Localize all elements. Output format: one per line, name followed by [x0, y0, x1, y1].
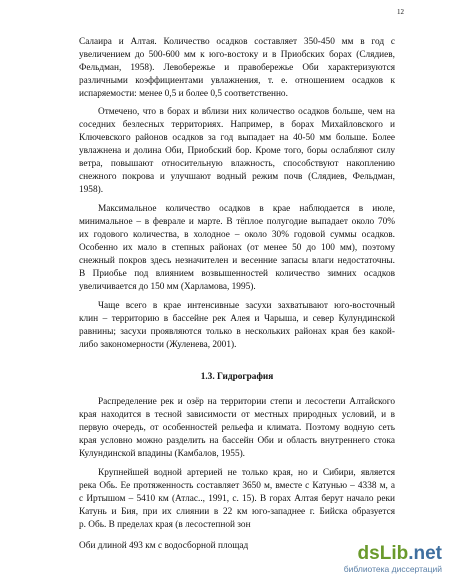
text-line: Ключевского районов осадков за год выпадает на 40-50 мм больше. Более [79, 133, 395, 143]
text-line: Особенно их мало в степных районах (от менее 50 до 100 мм), поэтому [79, 243, 395, 253]
text-line: снежный покров здесь незначителен и весенние запасы влаги недостаточны. [79, 256, 395, 266]
text-line: Катунь и Бия, при их слиянии в 22 км юго-западнее г. Бийска образуется [79, 507, 395, 517]
text-line: первую очередь, от особенностей рельефа и климата. Поэтому водную сеть [79, 423, 395, 433]
text-line: 1958). [79, 185, 104, 195]
text-line: края условно можно разделить на бассейн Оби и область внутреннего стока [79, 436, 395, 446]
text-line: увеличивается до 150 мм (Харламова, 1995). [79, 282, 256, 292]
dslib-subtitle: библиотека диссертаций [343, 564, 442, 574]
dslib-watermark[interactable] [344, 544, 442, 574]
text-line: Отмечено, что в борах и вблизи них количество осадков больше, чем на [98, 107, 395, 117]
dslib-logo [358, 544, 442, 564]
text-line: Оби длиной 493 км с водосборной площад [79, 541, 249, 551]
text-line: соседних безлесных территориях. Например, в борах Михайловского и [79, 120, 395, 130]
page-number: 12 [397, 8, 404, 16]
text-line: края находится в тесной зависимости от местных природных условий, и в [79, 410, 395, 420]
text-line: Распределение рек и озёр на территории степи и лесостепи Алтайского [98, 397, 395, 407]
logo-main-text: dsLib [357, 543, 409, 564]
text-line: Салаира и Алтая. Количество осадков составляет 350-450 мм в год с [79, 37, 395, 47]
logo-tld-text: .net [408, 543, 442, 564]
text-line: увеличением до 500-600 мм к юго-востоку и в Приобских борах (Слядиев, [79, 50, 395, 60]
text-line: Фельдман, 1958). Левобережье и правобережье Оби характеризуются [79, 63, 395, 73]
text-line: Крупнейшей водной артерией не только края, но и Сибири, является [98, 468, 395, 478]
text-line: клин – территорию в бассейне рек Алея и Чарыша, и север Кулундинской [79, 314, 395, 324]
text-line: ветра, повышают относительную влажность, способствуют накоплению [79, 159, 395, 169]
text-line: различными коэффициентами увлажнения, т. е. отношением осадков к [79, 76, 395, 86]
text-line: Кулундинской впадины (Камбалов, 1955). [79, 449, 246, 459]
text-line: р. Обь. В пределах края (в лесостепной зон [79, 520, 251, 530]
section-heading: 1.3. Гидрография [200, 372, 274, 382]
text-line: испаряемости: менее 0,5 и более 0,5 соответственно. [79, 89, 288, 99]
text-line: Чаще всего в крае интенсивные засухи захватывают юго-восточный [98, 301, 395, 311]
text-line: река Обь. Ее протяженность составляет 3650 м, вместе с Катунью – 4338 м, а [79, 481, 395, 491]
text-line: равнины; засухи проявляются только в нескольких районах края без какой- [79, 327, 395, 337]
text-line: Максимальное количество осадков в крае наблюдается в июле, [98, 204, 395, 214]
text-line: либо закономерности (Жуленева, 2001). [79, 340, 237, 350]
text-line: их годового количества, в холодное – около 30% годовой суммы осадков. [79, 230, 395, 240]
text-line: минимальное – в феврале и марте. В тёплое полугодие выпадает около 70% [79, 217, 395, 227]
text-line: В Приобье под влиянием возвышенностей количество зимних осадков [79, 269, 395, 279]
text-line: снежного покрова и улучшают водный режим почв (Слядиев, Фельдман, [79, 172, 395, 182]
text-line: с Иртышом – 5410 км (Атлас.., 1991, с. 15). В горах Алтая берут начало реки [79, 494, 395, 504]
text-line: увлажнена и долина Оби, Приобский бор. Кроме того, боры ослабляют силу [79, 146, 395, 156]
